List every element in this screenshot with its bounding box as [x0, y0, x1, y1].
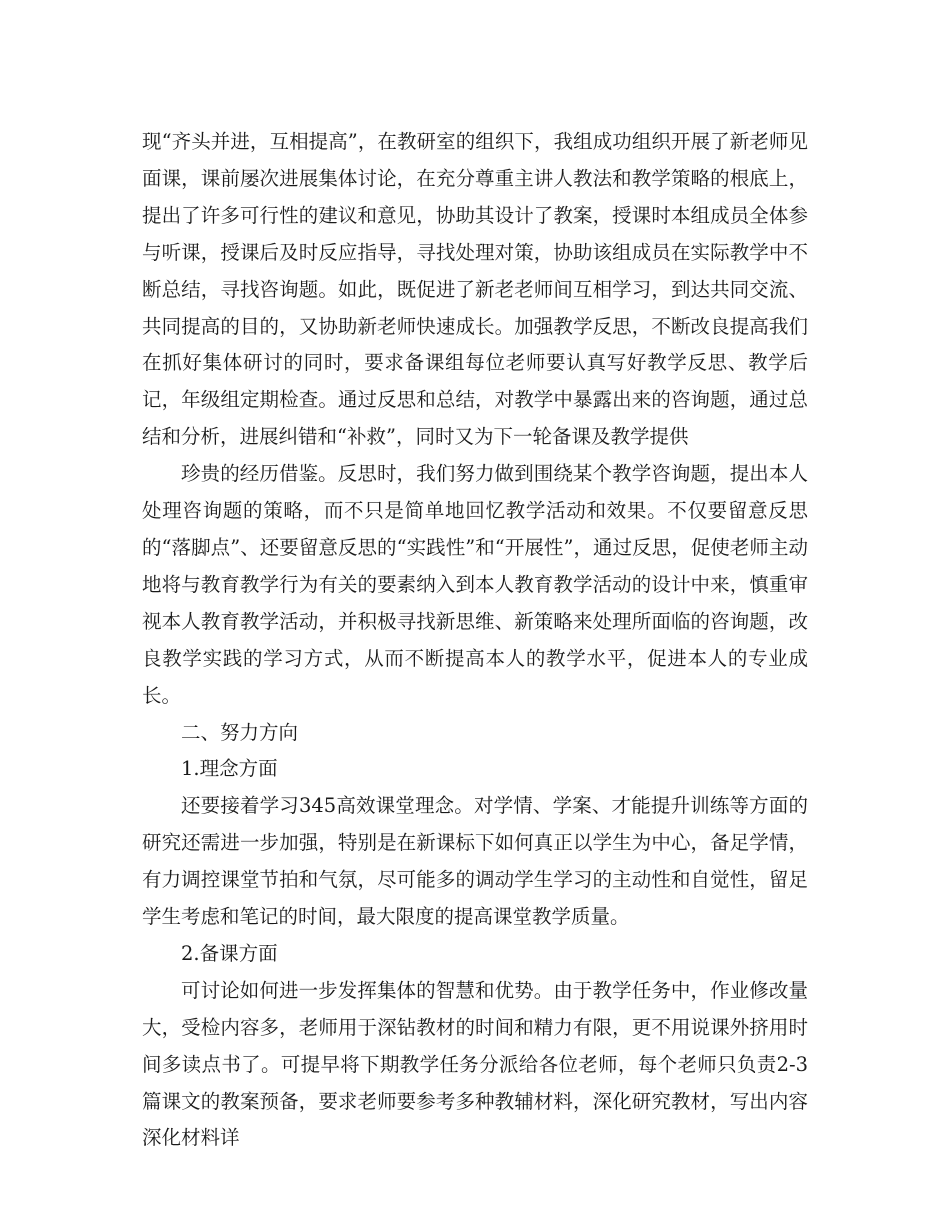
paragraph-reflection: 珍贵的经历借鉴。反思时，我们努力做到围绕某个教学咨询题，提出本人处理咨询题的策略，而不只是简单地回忆教学活动和效果。不仅要留意反思的“落脚点”、还要留意反思的“实践性”和“开展性”，通过反思，促使老师主动地将与教育教学行为有关的要素纳入到本人教育教学活动的设计中来，慎重审视本人教育教学活动，并积极寻找新思维、新策略来处理所面临的咨询题，改良教学实践的学习方式，从而不断提高本人的教学水平，促进本人的专业成长。: [142, 462, 808, 707]
paragraph-concept: 还要接着学习345高效课堂理念。对学情、学案、才能提升训练等方面的研究还需进一步加强，特别是在新课标下如何真正以学生为中心，备足学情，有力调控课堂节拍和气氛，尽可能多的调动学生学习的主动性和自觉性，留足学生考虑和笔记的时间，最大限度的提高课堂教学质量。: [142, 794, 808, 929]
paragraph-collective-lesson-prep: 现“齐头并进，互相提高”，在教研室的组织下，我组成功组织开展了新老师见面课，课前屡次进展集体讨论，在充分尊重主讲人教法和教学策略的根底上，提出了许多可行性的建议和意见，协助其设计了教案，授课时本组成员全体参与听课，授课后及时反应指导，寻找处理对策，协助该组成员在实际教学中不断总结，寻找咨询题。如此，既促进了新老老师间互相学习，到达共同交流、共同提高的目的，又协助新老师快速成长。加强教学反思，不断改良提高我们在抓好集体研讨的同时，要求备课组每位老师要认真写好教学反思、教学后记，年级组定期检查。通过反思和总结，对教学中暴露出来的咨询题，通过总结和分析，进展纠错和“补救”，同时又为下一轮备课及教学提供: [142, 130, 808, 449]
subheading-lesson-prep: 2.备课方面: [181, 941, 278, 965]
subheading-concept: 1.理念方面: [181, 757, 278, 781]
document-page: [142, 124, 808, 1157]
section-heading-direction: 二、努力方向: [181, 720, 299, 744]
paragraph-lesson-prep: 可讨论如何进一步发挥集体的智慧和优势。由于教学任务中，作业修改量大，受检内容多，老师用于深钻教材的时间和精力有限，更不用说课外挤用时间多读点书了。可提早将下期教学任务分派给各位老师，每个老师只负责2-3篇课文的教案预备，要求老师要参考多种教辅材料，深化研究教材，写出内容深化材料详: [142, 978, 808, 1150]
